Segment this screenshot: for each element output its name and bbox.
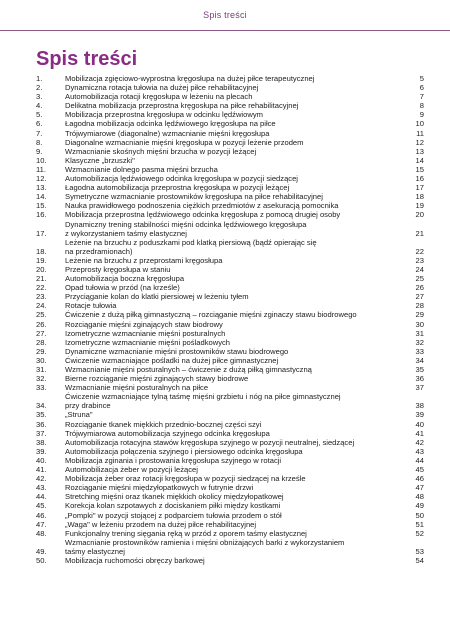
- toc-entry: [36, 192, 424, 201]
- toc-entry-title-line: Automobilizacja połączenia szyjnego i piersiowego odcinka kręgosłupa: [65, 446, 303, 456]
- toc-entry-title: [65, 556, 400, 565]
- toc-entry-title-line: Automobilizacja żeber w pozycji leżącej: [65, 465, 198, 475]
- toc-entry-title-line: Stretching mięśni oraz tkanek miękkich okolicy międzyłopatkowej: [65, 492, 284, 502]
- toc-entry-page-number: 19: [415, 201, 424, 211]
- toc-entry: [36, 165, 424, 174]
- toc-entry-number: 18.: [36, 246, 47, 256]
- toc-entry: [36, 92, 424, 101]
- toc-entry: [36, 210, 424, 219]
- toc-entry-title-line: Przyciąganie kolan do klatki piersiowej w leżeniu tyłem: [65, 292, 249, 302]
- toc-entry-title-line: Bierne rozciąganie mięśni zginających stawy biodrowe: [65, 374, 249, 384]
- toc-entry-number: 25.: [36, 310, 47, 320]
- toc-entry-number: 24.: [36, 301, 47, 311]
- toc-entry: [36, 365, 424, 374]
- toc-entry-number: 27.: [36, 328, 47, 338]
- toc-entry-page-number: 17: [415, 183, 424, 193]
- toc-entry-title: [65, 465, 400, 474]
- toc-entry: [36, 83, 424, 92]
- toc-entry-page-number: 41: [415, 428, 424, 438]
- toc-entry-title-line: Przeprosty kręgosłupa w staniu: [65, 264, 171, 274]
- toc-entry-page-number: 36: [415, 374, 424, 384]
- toc-entry-title: [65, 338, 400, 347]
- toc-entry-title-line: Rozciąganie tkanek miękkich przednio-bocznej części szyi: [65, 419, 262, 429]
- toc-entry-title: [65, 138, 400, 147]
- toc-entry-number: 32.: [36, 374, 47, 384]
- toc-entry-number: 28.: [36, 337, 47, 347]
- toc-entry-title: [65, 347, 400, 356]
- toc-entry-number: 33.: [36, 383, 47, 393]
- toc-entry-title-line: Automobilizacja rotacji kręgosłupa w leżeniu na plecach: [65, 92, 253, 102]
- toc-entry-title: [65, 274, 400, 283]
- toc-entry: [36, 320, 424, 329]
- toc-entry: [36, 438, 424, 447]
- toc-entry-number: 42.: [36, 474, 47, 484]
- toc-entry-number: 26.: [36, 319, 47, 329]
- toc-entry-number: 15.: [36, 201, 47, 211]
- toc-entry-page-number: 22: [415, 246, 424, 256]
- toc-entry: [36, 119, 424, 128]
- toc-entry-page-number: 47: [415, 483, 424, 493]
- toc-entry-title-line: Dynamiczna rotacja tułowia na dużej piłce rehabilitacyjnej: [65, 83, 259, 93]
- toc-entry-title-line: „Waga" w leżeniu przodem na dużej piłce rehabilitacyjnej: [65, 519, 257, 529]
- toc-entry-title: [65, 147, 400, 156]
- toc-entry-title-line: Wzmacnianie prostowników ramienia i mięśni obniżających barki z wykorzystaniem: [65, 537, 345, 547]
- toc-entry-title-line: Rozciąganie mięśni międzyłopatkowych w futrynie drzwi: [65, 483, 254, 493]
- toc-entry-number: 8.: [36, 137, 43, 147]
- toc-entry-title: [65, 265, 400, 274]
- toc-entry-page-number: 23: [415, 255, 424, 265]
- toc-entry-title: [65, 220, 400, 238]
- toc-entry-number: 2.: [36, 83, 43, 93]
- toc-entry-page-number: 25: [415, 274, 424, 284]
- toc-entry: [36, 156, 424, 165]
- toc-entry-number: 37.: [36, 428, 47, 438]
- toc-entry-title: [65, 329, 400, 338]
- toc-entry: [36, 301, 424, 310]
- toc-entry-title-line: Mobilizacja ruchomości obręczy barkowej: [65, 555, 205, 565]
- toc-entry-title-line: Ćwiczenie z dużą piłką gimnastyczną – rozciąganie mięśni zginaczy stawu biodrowego: [65, 310, 357, 320]
- toc-entry-title-line: Wzmacnianie dolnego pasma mięśni brzucha: [65, 164, 218, 174]
- toc-entry-number: 23.: [36, 292, 47, 302]
- toc-entry: [36, 520, 424, 529]
- toc-entry: [36, 538, 424, 556]
- toc-entry-title-line: Wzmacnianie mięśni posturalnych na piłce: [65, 383, 209, 393]
- toc-entry-number: 4.: [36, 101, 43, 111]
- toc-entry-title: [65, 383, 400, 392]
- toc-entry: [36, 310, 424, 319]
- toc-entry-title: [65, 320, 400, 329]
- toc-entry-title-line: Mobilizacja zgięciowo-wyprostna kręgosłupa na dużej piłce terapeutycznej: [65, 74, 315, 83]
- toc-entry: [36, 338, 424, 347]
- toc-entry-title-line: Dynamiczne wzmacnianie mięśni prostowników stawu biodrowego: [65, 346, 289, 356]
- toc-entry-page-number: 53: [415, 546, 424, 556]
- toc-entry-page-number: 51: [415, 519, 424, 529]
- running-header: [0, 0, 450, 31]
- toc-entry-number: 50.: [36, 555, 47, 565]
- toc-entry-title: [65, 520, 400, 529]
- toc-entry-title: [65, 374, 400, 383]
- toc-entry-title: [65, 365, 400, 374]
- toc-entry: [36, 429, 424, 438]
- toc-entry-page-number: 35: [415, 365, 424, 374]
- toc-entry-page-number: 42: [415, 437, 424, 447]
- toc-entry-page-number: 38: [415, 401, 424, 411]
- toc-entry-title: [65, 483, 400, 492]
- toc-entry-number: 9.: [36, 146, 43, 156]
- toc-entry-number: 38.: [36, 437, 47, 447]
- toc-entry-page-number: 28: [415, 301, 424, 311]
- toc-entry-title-line: Mobilizacja przeprostna lędźwiowego odcinka kręgosłupa z pomocą drugiej osoby: [65, 210, 341, 220]
- toc-entry: [36, 138, 424, 147]
- toc-entry-title: [65, 392, 400, 410]
- toc-entry-page-number: 6: [419, 83, 424, 93]
- toc-entry: [36, 420, 424, 429]
- toc-entry: [36, 492, 424, 501]
- toc-entry-page-number: 30: [415, 319, 424, 329]
- toc-entry-title: [65, 238, 400, 256]
- toc-entry-title: [65, 310, 400, 319]
- toc-entry-number: 14.: [36, 192, 47, 202]
- toc-entry-title-line: Wzmacnianie skośnych mięśni brzucha w pozycji leżącej: [65, 146, 257, 156]
- toc-entry-title: [65, 283, 400, 292]
- toc-entry: [36, 220, 424, 238]
- toc-entry-page-number: 7: [419, 92, 424, 102]
- toc-entry-title-line: Rotacje tułowia: [65, 301, 117, 311]
- toc-list: [36, 74, 424, 565]
- toc-entry: [36, 201, 424, 210]
- toc-entry-number: 12.: [36, 174, 47, 184]
- toc-entry-number: 20.: [36, 264, 47, 274]
- toc-entry-title-line: Łagodna mobilizacja odcinka lędźwiowego kręgosłupa na piłce: [65, 119, 276, 129]
- toc-entry-page-number: 16: [415, 174, 424, 184]
- toc-entry-title: [65, 456, 400, 465]
- toc-entry: [36, 347, 424, 356]
- toc-entry-title: [65, 192, 400, 201]
- toc-entry-title-line: Symetryczne wzmacnianie prostowników kręgosłupa na piłce rehabilitacyjnej: [65, 192, 323, 202]
- toc-entry-page-number: 9: [419, 110, 424, 120]
- toc-entry-title-line: Automobilizacja boczna kręgosłupa: [65, 274, 185, 284]
- toc-entry-number: 41.: [36, 465, 47, 475]
- toc-entry-title: [65, 292, 400, 301]
- toc-entry: [36, 529, 424, 538]
- toc-entry: [36, 556, 424, 565]
- toc-entry-page-number: 32: [415, 337, 424, 347]
- toc-entry-title-line: Opad tułowia w przód (na krześle): [65, 283, 180, 293]
- toc-entry-title: [65, 83, 400, 92]
- toc-entry-number: 19.: [36, 255, 47, 265]
- toc-entry-page-number: 37: [415, 383, 424, 393]
- toc-entry-page-number: 12: [415, 137, 424, 147]
- toc-entry-number: 49.: [36, 546, 47, 556]
- toc-entry-title-line: Automobilizacja rotacyjna stawów kręgosłupa szyjnego w pozycji neutralnej, siedzącej: [65, 437, 355, 447]
- toc-entry-title: [65, 410, 400, 419]
- toc-entry-number: 10.: [36, 155, 47, 165]
- toc-entry-page-number: 48: [415, 492, 424, 502]
- toc-entry: [36, 265, 424, 274]
- toc-entry-title-line: „Struna": [65, 410, 93, 420]
- toc-entry-page-number: 52: [415, 528, 424, 538]
- toc-entry-title-line: Leżenie na brzuchu z przeprostami kręgosłupa: [65, 255, 223, 265]
- toc-entry: [36, 129, 424, 138]
- page-title: Spis treści: [36, 48, 138, 70]
- toc-entry-number: 43.: [36, 483, 47, 493]
- toc-entry-page-number: 18: [415, 192, 424, 202]
- toc-entry: [36, 447, 424, 456]
- toc-entry-title-line: Korekcja kolan szpotawych z dociskaniem piłki między kostkami: [65, 501, 281, 511]
- toc-entry: [36, 465, 424, 474]
- toc-entry-title-line: Izometryczne wzmacnianie mięśni pośladkowych: [65, 337, 231, 347]
- toc-entry-number: 13.: [36, 183, 47, 193]
- toc-entry-page-number: 39: [415, 410, 424, 420]
- toc-entry-title: [65, 210, 400, 219]
- running-header-title: Spis treści: [203, 10, 247, 20]
- toc-entry-number: 22.: [36, 283, 47, 293]
- toc-entry-number: 35.: [36, 410, 47, 420]
- toc-entry-title-line: z wykorzystaniem taśmy elastycznej: [65, 228, 187, 238]
- toc-entry-title-line: Ćwiczenie wzmacniające pośladki na dużej piłce gimnastycznej: [65, 355, 279, 365]
- toc-entry-title-line: Ćwiczenie wzmacniające tylną taśmę mięśni grzbietu i nóg na piłce gimnastycznej: [65, 392, 341, 402]
- toc-entry-title-line: Rozciąganie mięśni zginających staw biodrowy: [65, 319, 223, 329]
- toc-entry: [36, 392, 424, 410]
- toc-entry: [36, 410, 424, 419]
- toc-entry-title-line: na przedramionach): [65, 246, 133, 256]
- toc-entry-page-number: 50: [415, 510, 424, 520]
- toc-entry: [36, 101, 424, 110]
- toc-entry: [36, 274, 424, 283]
- toc-entry-number: 34.: [36, 401, 47, 411]
- toc-entry-page-number: 44: [415, 455, 424, 465]
- toc-entry: [36, 256, 424, 265]
- toc-entry-title: [65, 129, 400, 138]
- toc-entry-title-line: Mobilizacja żeber oraz rotacji kręgosłupa w pozycji siedzącej na krześle: [65, 474, 306, 484]
- toc-entry-number: 3.: [36, 92, 43, 102]
- toc-entry-page-number: 31: [415, 328, 424, 338]
- toc-entry-title-line: taśmy elastycznej: [65, 546, 125, 556]
- toc-entry-title: [65, 74, 400, 83]
- toc-entry-title: [65, 156, 400, 165]
- toc-entry-title-line: „Pompki" w pozycji stojącej z podparciem tułowia przodem o stół: [65, 510, 282, 520]
- toc-entry-number: 1.: [36, 74, 43, 83]
- toc-entry-page-number: 15: [415, 164, 424, 174]
- toc-entry-number: 39.: [36, 446, 47, 456]
- toc-entry-page-number: 8: [419, 101, 424, 111]
- toc-entry-title-line: Mobilizacja zginania i prostowania kręgosłupa szyjnego w rotacji: [65, 455, 282, 465]
- toc-entry: [36, 383, 424, 392]
- toc-entry-number: 29.: [36, 346, 47, 356]
- toc-entry-page-number: 46: [415, 474, 424, 484]
- toc-entry-page-number: 34: [415, 355, 424, 365]
- toc-entry-title: [65, 420, 400, 429]
- toc-entry-title-line: Delikatna mobilizacja przeprostna kręgosłupa na piłce rehabilitacyjnej: [65, 101, 299, 111]
- toc-entry-title-line: Mobilizacja przeprostna kręgosłupa w odcinku lędźwiowym: [65, 110, 263, 120]
- toc-entry-title: [65, 429, 400, 438]
- toc-entry-page-number: 29: [415, 310, 424, 320]
- toc-entry-page-number: 45: [415, 465, 424, 475]
- toc-entry-title: [65, 92, 400, 101]
- toc-entry-number: 45.: [36, 501, 47, 511]
- toc-entry-number: 21.: [36, 274, 47, 284]
- toc-entry-title: [65, 110, 400, 119]
- toc-entry-title-line: Łagodna automobilizacja przeprostna kręgosłupa w pozycji leżącej: [65, 183, 290, 193]
- toc-entry-title: [65, 501, 400, 510]
- toc-entry-page-number: 49: [415, 501, 424, 511]
- toc-entry-title-line: Funkcjonalny trening sięgania ręką w przód z oporem taśmy elastycznej: [65, 528, 307, 538]
- toc-entry-title: [65, 356, 400, 365]
- toc-entry-title: [65, 165, 400, 174]
- toc-entry-number: 30.: [36, 355, 47, 365]
- toc-entry-title: [65, 256, 400, 265]
- toc-entry: [36, 283, 424, 292]
- toc-entry-number: 7.: [36, 128, 43, 138]
- toc-entry: [36, 483, 424, 492]
- toc-entry-title-line: Klasyczne „brzuszki": [65, 155, 135, 165]
- toc-entry-title-line: Wzmacnianie mięśni posturalnych – ćwiczenie z dużą piłką gimnastyczną: [65, 365, 312, 374]
- toc-entry: [36, 238, 424, 256]
- toc-entry-title: [65, 511, 400, 520]
- toc-entry-page-number: 14: [415, 155, 424, 165]
- toc-entry-title-line: Trójwymiarowe (diagonalne) wzmacnianie mięśni kręgosłupa: [65, 128, 270, 138]
- toc-entry-title: [65, 301, 400, 310]
- toc-entry-title-line: przy drabince: [65, 401, 111, 411]
- toc-entry: [36, 74, 424, 83]
- toc-entry-page-number: 26: [415, 283, 424, 293]
- toc-entry: [36, 174, 424, 183]
- toc-entry-title-line: Diagonalne wzmacnianie mięśni kręgosłupa w pozycji leżenie przodem: [65, 137, 304, 147]
- toc-entry-page-number: 54: [415, 555, 424, 565]
- toc-entry: [36, 110, 424, 119]
- toc-entry: [36, 456, 424, 465]
- toc-entry-title: [65, 201, 400, 210]
- toc-entry: [36, 511, 424, 520]
- toc-entry-title: [65, 174, 400, 183]
- toc-entry-title: [65, 438, 400, 447]
- toc-entry-number: 44.: [36, 492, 47, 502]
- toc-entry-page-number: 20: [415, 210, 424, 220]
- toc-entry-page-number: 24: [415, 264, 424, 274]
- toc-entry-page-number: 13: [415, 146, 424, 156]
- toc-entry-title-line: Automobilizacja lędźwiowego odcinka kręgosłupa w pozycji siedzącej: [65, 174, 298, 184]
- toc-entry-number: 11.: [36, 164, 46, 174]
- toc-entry-page-number: 21: [415, 228, 424, 238]
- toc-entry-title: [65, 447, 400, 456]
- toc-entry-number: 46.: [36, 510, 47, 520]
- toc-entry-page-number: 43: [415, 446, 424, 456]
- toc-entry-page-number: 27: [415, 292, 424, 302]
- toc-entry-number: 6.: [36, 119, 43, 129]
- toc-entry-page-number: 5: [419, 74, 424, 83]
- toc-entry-title: [65, 101, 400, 110]
- toc-entry: [36, 474, 424, 483]
- toc-entry-title: [65, 183, 400, 192]
- toc-entry-title: [65, 492, 400, 501]
- toc-entry-number: 40.: [36, 455, 47, 465]
- toc-entry-number: 16.: [36, 210, 47, 220]
- toc-entry: [36, 374, 424, 383]
- toc-entry-title: [65, 474, 400, 483]
- toc-entry-page-number: 10: [415, 119, 424, 129]
- toc-entry-number: 17.: [36, 228, 47, 238]
- toc-entry-title-line: Dynamiczny trening stabilności mięśni odcinka lędźwiowego kręgosłupa: [65, 219, 307, 229]
- toc-entry-number: 5.: [36, 110, 43, 120]
- toc-entry: [36, 356, 424, 365]
- toc-entry-page-number: 33: [415, 346, 424, 356]
- toc-entry: [36, 501, 424, 510]
- toc-entry: [36, 292, 424, 301]
- toc-entry-title-line: Nauka prawidłowego podnoszenia ciężkich przedmiotów z asekuracją pomocnika: [65, 201, 339, 211]
- toc-entry: [36, 329, 424, 338]
- toc-entry-number: 31.: [36, 365, 47, 374]
- toc-entry: [36, 183, 424, 192]
- toc-entry-page-number: 11: [416, 128, 424, 138]
- toc-entry-title-line: Leżenie na brzuchu z poduszkami pod klatką piersiową (bądź opierając się: [65, 237, 317, 247]
- toc-entry-title: [65, 538, 400, 556]
- toc-entry-number: 48.: [36, 528, 47, 538]
- toc-entry: [36, 147, 424, 156]
- toc-entry-page-number: 40: [415, 419, 424, 429]
- toc-entry-number: 47.: [36, 519, 47, 529]
- toc-entry-title: [65, 119, 400, 128]
- toc-entry-title: [65, 529, 400, 538]
- toc-entry-number: 36.: [36, 419, 47, 429]
- toc-entry-title-line: Izometryczne wzmacnianie mięśni posturalnych: [65, 328, 226, 338]
- toc-entry-title-line: Trójwymiarowa automobilizacja szyjnego odcinka kręgosłupa: [65, 428, 270, 438]
